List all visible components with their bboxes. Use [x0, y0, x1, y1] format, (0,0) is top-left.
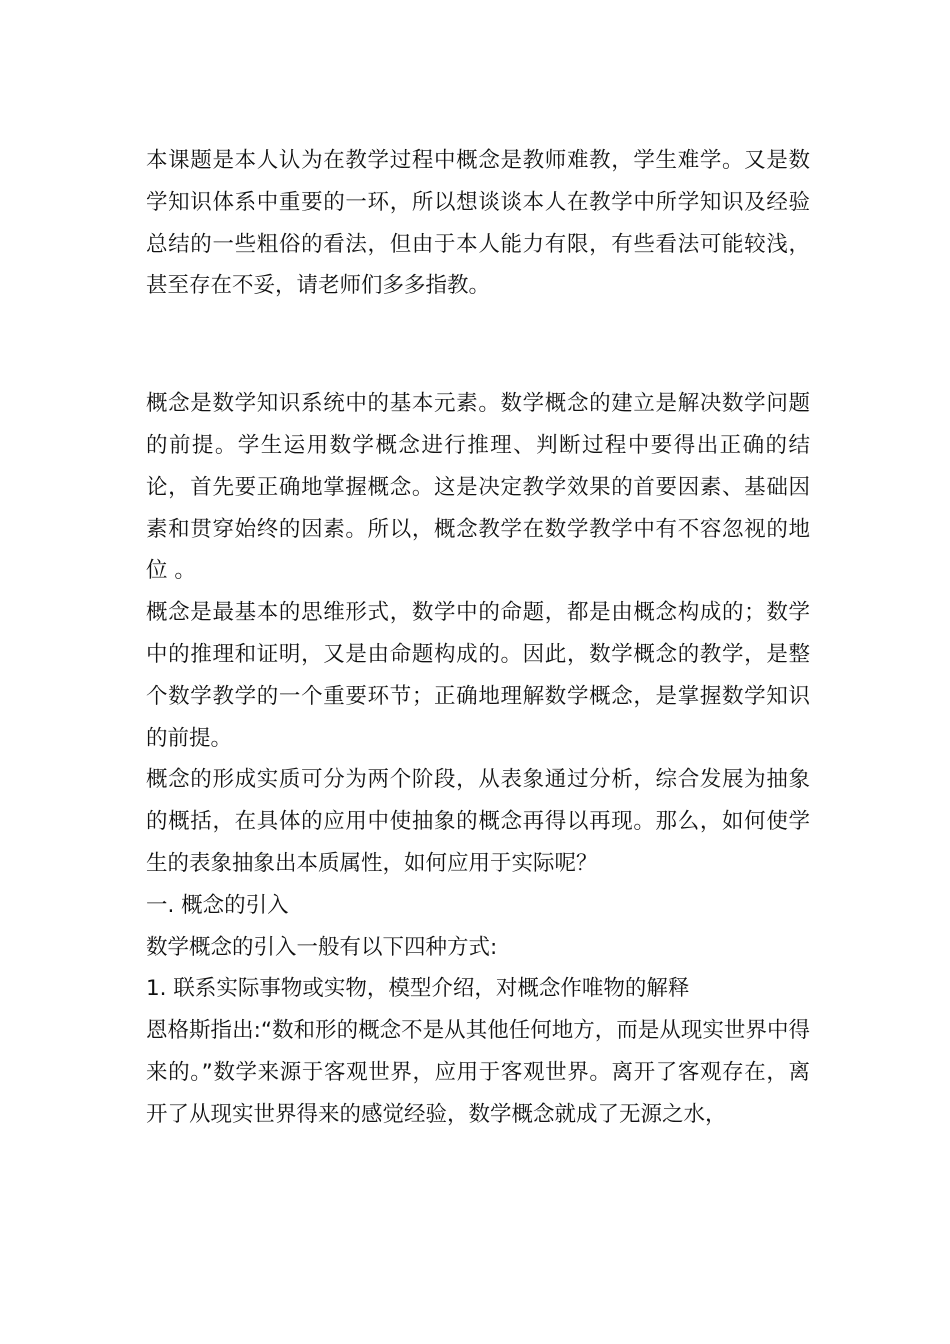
intro-paragraph: 本课题是本人认为在教学过程中概念是教师难教，学生难学。又是数学知识体系中重要的一环，所以想谈谈本人在教学中所学知识及经验总结的一些粗俗的看法，但由于本人能力有限，有些看法可能较浅，甚至存在不妥，请老师们多多指教。: [146, 148, 810, 299]
concept-importance-paragraph: 概念是数学知识系统中的基本元素。数学概念的建立是解决数学问题的前提。学生运用数学概念进行推理、判断过程中要得出正确的结论，首先要正确地掌握概念。这是决定教学效果的首要因素、基础因素和贯穿始终的因素。所以，概念教学在数学教学中有不容忽视的地位 。: [146, 391, 810, 584]
concept-thinking-paragraph: 概念是最基本的思维形式，数学中的命题，都是由概念构成的；数学中的推理和证明，又是由命题构成的。因此，数学概念的教学，是整个数学教学的一个重要环节；正确地理解数学概念，是掌握数学知识的前提。: [146, 600, 810, 751]
paragraph-gap: [146, 307, 810, 383]
subsection-heading: 1. 联系实际事物或实物，模型介绍，对概念作唯物的解释: [146, 976, 690, 1002]
document-page: [146, 140, 810, 1136]
section-heading: 一. 概念的引入: [146, 892, 289, 918]
intro-methods-paragraph: 数学概念的引入一般有以下四种方式:: [146, 934, 498, 960]
engels-quote-paragraph: 恩格斯指出:“数和形的概念不是从其他任何地方，而是从现实世界中得来的。”数学来源于客观世界，应用于客观世界。离开了客观存在，离开了从现实世界得来的感觉经验，数学概念就成了无源之水，: [146, 1018, 810, 1127]
concept-formation-paragraph: 概念的形成实质可分为两个阶段，从表象通过分析，综合发展为抽象的概括，在具体的应用中使抽象的概念再得以再现。那么，如何使学生的表象抽象出本质属性，如何应用于实际呢？: [146, 767, 810, 876]
